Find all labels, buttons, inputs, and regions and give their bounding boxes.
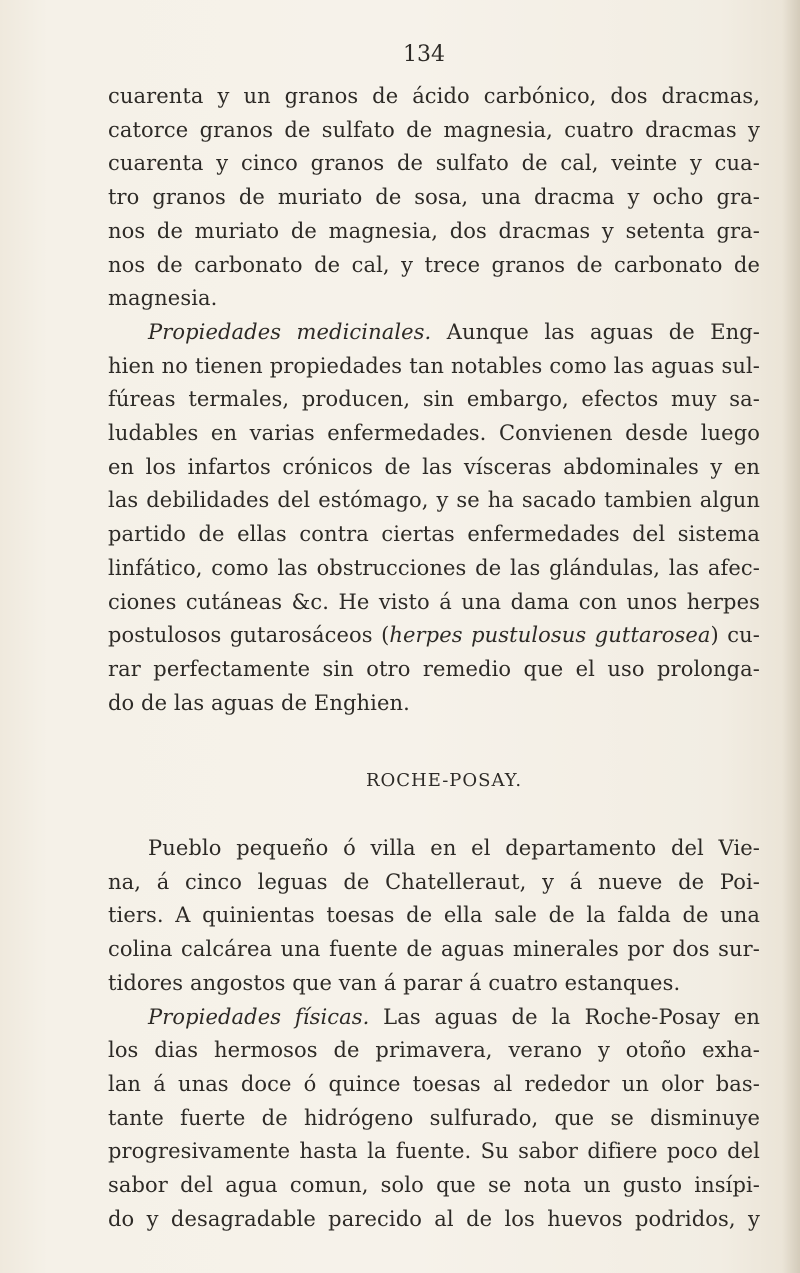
text-run: Aunque las aguas de Eng- — [431, 319, 760, 344]
text-line — [108, 1001, 760, 1035]
text-line: en los infartos crónicos de las vísceras abdominales y en — [108, 454, 760, 479]
text-line: nos de carbonato de cal, y trece granos de carbonato de — [108, 252, 760, 277]
text-line — [108, 316, 760, 350]
text-line: Pueblo pequeño ó villa en el departamento del Vie- — [148, 836, 760, 861]
text-line: do y desagradable parecido al de los huevos podridos, y — [108, 1206, 760, 1231]
text-line: los dias hermosos de primavera, verano y otoño exha- — [108, 1038, 760, 1063]
text-line: cuarenta y un granos de ácido carbónico, dos dracmas, — [108, 84, 760, 108]
section-heading: ROCHE-POSAY. — [365, 770, 523, 792]
text-line: ciones cutáneas &c. He visto á una dama con unos herpes — [108, 589, 760, 614]
paragraph-medicinal-properties — [108, 316, 760, 720]
text-line: tiers. A quinientas toesas de ella sale de la falda de una — [108, 903, 760, 928]
text-line: cuarenta y cinco granos de sulfato de cal, veinte y cua- — [108, 151, 760, 176]
text-line: rar perfectamente sin otro remedio que el uso prolonga- — [108, 656, 760, 681]
text-line: hien no tienen propiedades tan notables como las aguas sul- — [108, 353, 760, 378]
text-line: partido de ellas contra ciertas enfermedades del sistema — [108, 522, 760, 547]
text-line: tidores angostos que van á parar á cuatro estanques. — [108, 970, 681, 995]
text-line: do de las aguas de Enghien. — [108, 690, 410, 715]
section-label: Propiedades medicinales. — [148, 319, 432, 344]
text-line — [108, 619, 760, 653]
text-run: postulosos gutarosáceos ( — [108, 623, 390, 648]
section-label: Propiedades físicas. — [148, 1004, 370, 1029]
text-line: fúreas termales, producen, sin embargo, efectos muy sa- — [108, 387, 760, 412]
text-line: magnesia. — [108, 286, 218, 311]
text-line: catorce granos de sulfato de magnesia, cuatro dracmas y — [108, 117, 760, 142]
text-line: tro granos de muriato de sosa, una dracma y ocho gra- — [108, 185, 760, 210]
text-line: nos de muriato de magnesia, dos dracmas y setenta gra- — [108, 218, 760, 243]
text-line: tante fuerte de hidrógeno sulfurado, que se disminuye — [108, 1105, 760, 1130]
latin-term: herpes pustulosus guttarosea — [389, 623, 711, 648]
page-body — [108, 80, 760, 1237]
paragraph-minerals — [108, 80, 760, 316]
text-line: na, á cinco leguas de Chatelleraut, y á nueve de Poi- — [108, 869, 760, 894]
text-line: progresivamente hasta la fuente. Su sabor difiere poco del — [108, 1139, 760, 1164]
paragraph-physical-properties — [108, 1001, 760, 1237]
text-line: las debilidades del estómago, y se ha sacado tambien algun — [108, 488, 760, 513]
text-run: ) cu- — [710, 623, 760, 648]
text-line: sabor del agua comun, solo que se nota un gusto insípi- — [108, 1173, 760, 1198]
page-edge-shadow — [782, 0, 800, 1273]
text-line: lan á unas doce ó quince toesas al rededor un olor bas- — [108, 1071, 760, 1096]
page-number: 134 — [403, 42, 445, 67]
text-line: ludables en varias enfermedades. Convienen desde luego — [108, 421, 760, 446]
paragraph-location — [108, 832, 760, 1001]
text-line: colina calcárea una fuente de aguas minerales por dos sur- — [108, 937, 760, 962]
text-run: Las aguas de la Roche-Posay en — [369, 1004, 760, 1029]
text-line: linfático, como las obstrucciones de las glándulas, las afec- — [108, 555, 760, 580]
